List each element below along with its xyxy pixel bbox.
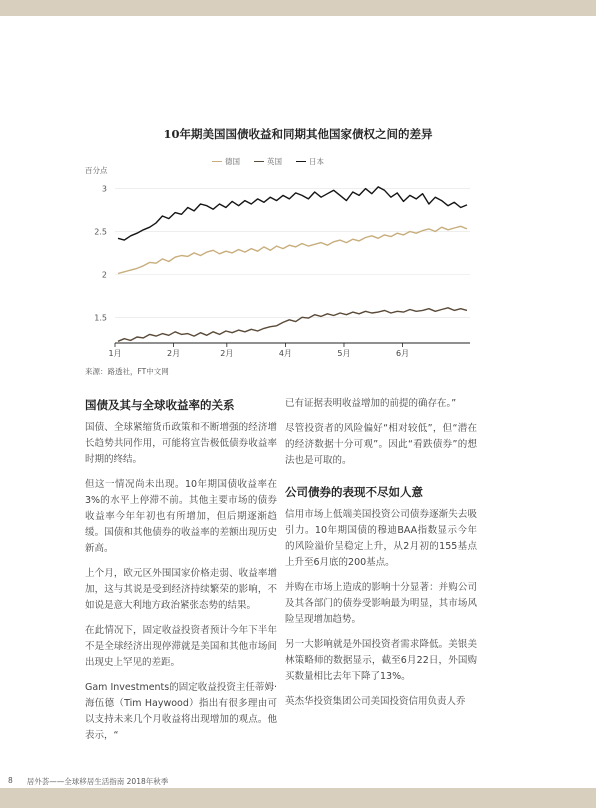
x-tick-label: 2月: [220, 349, 234, 358]
x-tick-label: 2月: [167, 349, 181, 358]
paragraph: 已有证据表明收益增加的前提的确存在。”: [285, 398, 457, 409]
paragraph: 另一大影响就是外国投资者需求降低。美银美林策略师的数据显示，截至6月22日，外国购买数量相比去年下降了13%。: [285, 639, 477, 682]
chart-title: 10年期美国国债收益和同期其他国家债权之间的差异: [163, 127, 433, 141]
series-line-uk: [118, 308, 467, 342]
line-chart: [0, 0, 596, 380]
chart-source: 来源：路透社，FT中文网: [85, 367, 169, 376]
x-tick-label: 4月: [278, 349, 292, 358]
y-axis-label: 百分点: [85, 166, 108, 175]
series-line-germany: [118, 226, 467, 273]
legend-label-germany: 德国: [225, 157, 240, 166]
section-heading-corporate-bonds: 公司债券的表现不尽如人意: [285, 485, 423, 499]
footer-publication: 居外荟——全球移居生活指南 2018年秋季: [26, 777, 169, 786]
paragraph: 信用市场上低端美国投资公司债券逐渐失去吸引力。10年期国债的穆迪BAA指数显示今年的风险溢价呈稳定上升，从2月初的155基点上升至6月底的200基点。: [285, 509, 477, 568]
x-tick-label: 1月: [108, 349, 122, 358]
y-tick-label: 2: [101, 270, 107, 280]
legend-label-japan: 日本: [309, 157, 324, 166]
bottom-banner: [0, 788, 596, 808]
y-tick-label: 1.5: [94, 313, 107, 323]
paragraph: 尽管投资者的风险偏好“相对较低”，但“潜在的经济数据十分可观”。因此“看跌债券”的想法也是可取的。: [285, 423, 477, 466]
paragraph: 在此情况下，固定收益投资者预计今年下半年不是全球经济出现停滞就是美国和其他市场间出现史上罕见的差距。: [85, 625, 277, 668]
paragraph: Gam Investments的固定收益投资主任蒂姆·海伍德（Tim Haywood）指出有很多理由可以支持未来几个月收益将出现增加的观点。他表示，“: [85, 682, 277, 741]
x-tick-label: 5月: [337, 349, 351, 358]
paragraph: 英杰华投资集团公司美国投资信用负责人乔: [285, 696, 466, 707]
paragraph: 上个月，欧元区外围国家价格走弱、收益率增加，这与其说是受到经济持续繁荣的影响，不如说是意大利地方政治紧张态势的结果。: [85, 568, 277, 611]
paragraph: 并购在市场上造成的影响十分显著：并购公司及其各部门的债券受影响最为明显，其市场风险呈现增加趋势。: [285, 582, 477, 625]
page-number: 8: [8, 776, 13, 785]
x-tick-label: 6月: [396, 349, 410, 358]
legend-label-uk: 英国: [267, 157, 282, 166]
paragraph: 国债、全球紧缩货币政策和不断增强的经济增长趋势共同作用，可能将宣告极低债券收益率时期的终结。: [85, 422, 277, 465]
paragraph: 但这一情况尚未出现。10年期国债收益率在3%的水平上停滞不前。其他主要市场的债券收益率今年年初也有所增加，但后期逐渐趋缓。国债和其他债券的收益率的差额出现历史新高。: [85, 479, 277, 554]
y-tick-label: 3: [101, 184, 107, 194]
page-footer: [8, 776, 168, 787]
article-left-column: [85, 396, 277, 753]
section-heading-bonds: 国债及其与全球收益率的关系: [85, 398, 235, 412]
article-right-column: [285, 396, 477, 719]
y-tick-label: 2.5: [94, 227, 107, 237]
